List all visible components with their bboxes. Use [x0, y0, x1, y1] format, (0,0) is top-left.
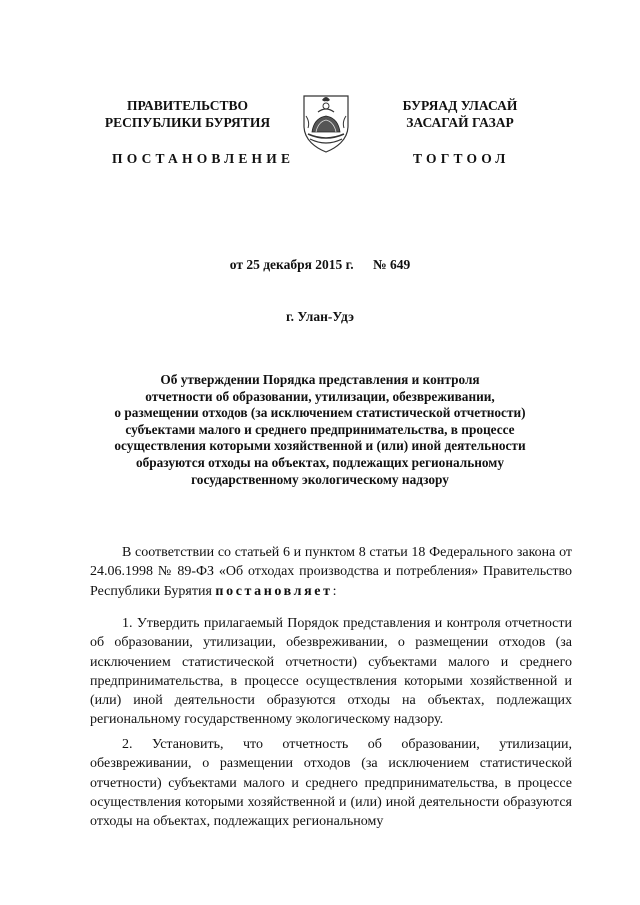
decree-date: от 25 декабря 2015 г.	[229, 257, 354, 272]
preamble-end: :	[332, 583, 337, 599]
title-line: отчетности об образовании, утилизации, обезвреживании,	[145, 388, 495, 404]
issuer-bua-line2: ЗАСАГАЙ ГАЗАР	[406, 115, 514, 130]
title-line: образуются отходы на объектах, подлежащих региональному	[135, 454, 505, 470]
issuer-ru	[100, 97, 275, 131]
issuer-bua	[375, 97, 545, 131]
clause-2-text: 2. Установить, что отчетность об образовании, утилизации, обезвреживании, о размещении отходов (за исключением статистической отчетности) субъектами малого и среднего предпринимательства, в процессе осуществления которыми хозяйственной и (или) иной деятельности образуются отходы на объектах, подлежащих региональному	[90, 737, 572, 830]
title-line: государственному экологическому надзору	[191, 471, 449, 487]
decree-city: г. Улан-Удэ	[286, 309, 354, 324]
title-line: Об утверждении Порядка представления и контроля	[160, 372, 480, 387]
title-line: осуществления которыми хозяйственной и (или) иной деятельности	[114, 438, 526, 454]
title-line: о размещении отходов (за исключением статистической отчетности)	[114, 405, 526, 421]
preamble-keyword: постановляет	[215, 583, 333, 599]
preamble-text: В соответствии со статьей 6 и пунктом 8 статьи 18 Федерального закона от 24.06.1998 № 89-ФЗ «Об отходах производства и потребления» Правительство Республики Бурятия	[90, 545, 572, 599]
decree-label-ru: ПОСТАНОВЛЕНИЕ	[112, 151, 295, 166]
issuer-ru-line1: ПРАВИТЕЛЬСТВО	[126, 98, 248, 113]
decree-number: № 649	[373, 257, 411, 272]
clause-1	[90, 614, 572, 730]
decree-label-bua: ТОГТООЛ	[413, 151, 510, 166]
clause-2	[90, 735, 572, 831]
issuer-bua-line1: БУРЯАД УЛАСАЙ	[402, 98, 518, 113]
preamble-paragraph	[90, 543, 572, 601]
issuer-ru-line2: РЕСПУБЛИКИ БУРЯТИЯ	[104, 115, 271, 130]
decree-date-line	[0, 257, 640, 273]
title-line: субъектами малого и среднего предпринимательства, в процессе	[125, 421, 515, 437]
coat-of-arms-icon	[300, 92, 352, 154]
decree-title	[110, 372, 530, 488]
clause-1-text: 1. Утвердить прилагаемый Порядок представления и контроля отчетности об образовании, утилизации, обезвреживании, о размещении отходов (за исключением статистической отчетности) субъектами малого и среднего предпринимательства, в процессе осуществления которыми хозяйственной и (или) иной деятельности образуются отходы на объектах, подлежащих региональному государственному экологическому надзору.	[90, 616, 572, 728]
